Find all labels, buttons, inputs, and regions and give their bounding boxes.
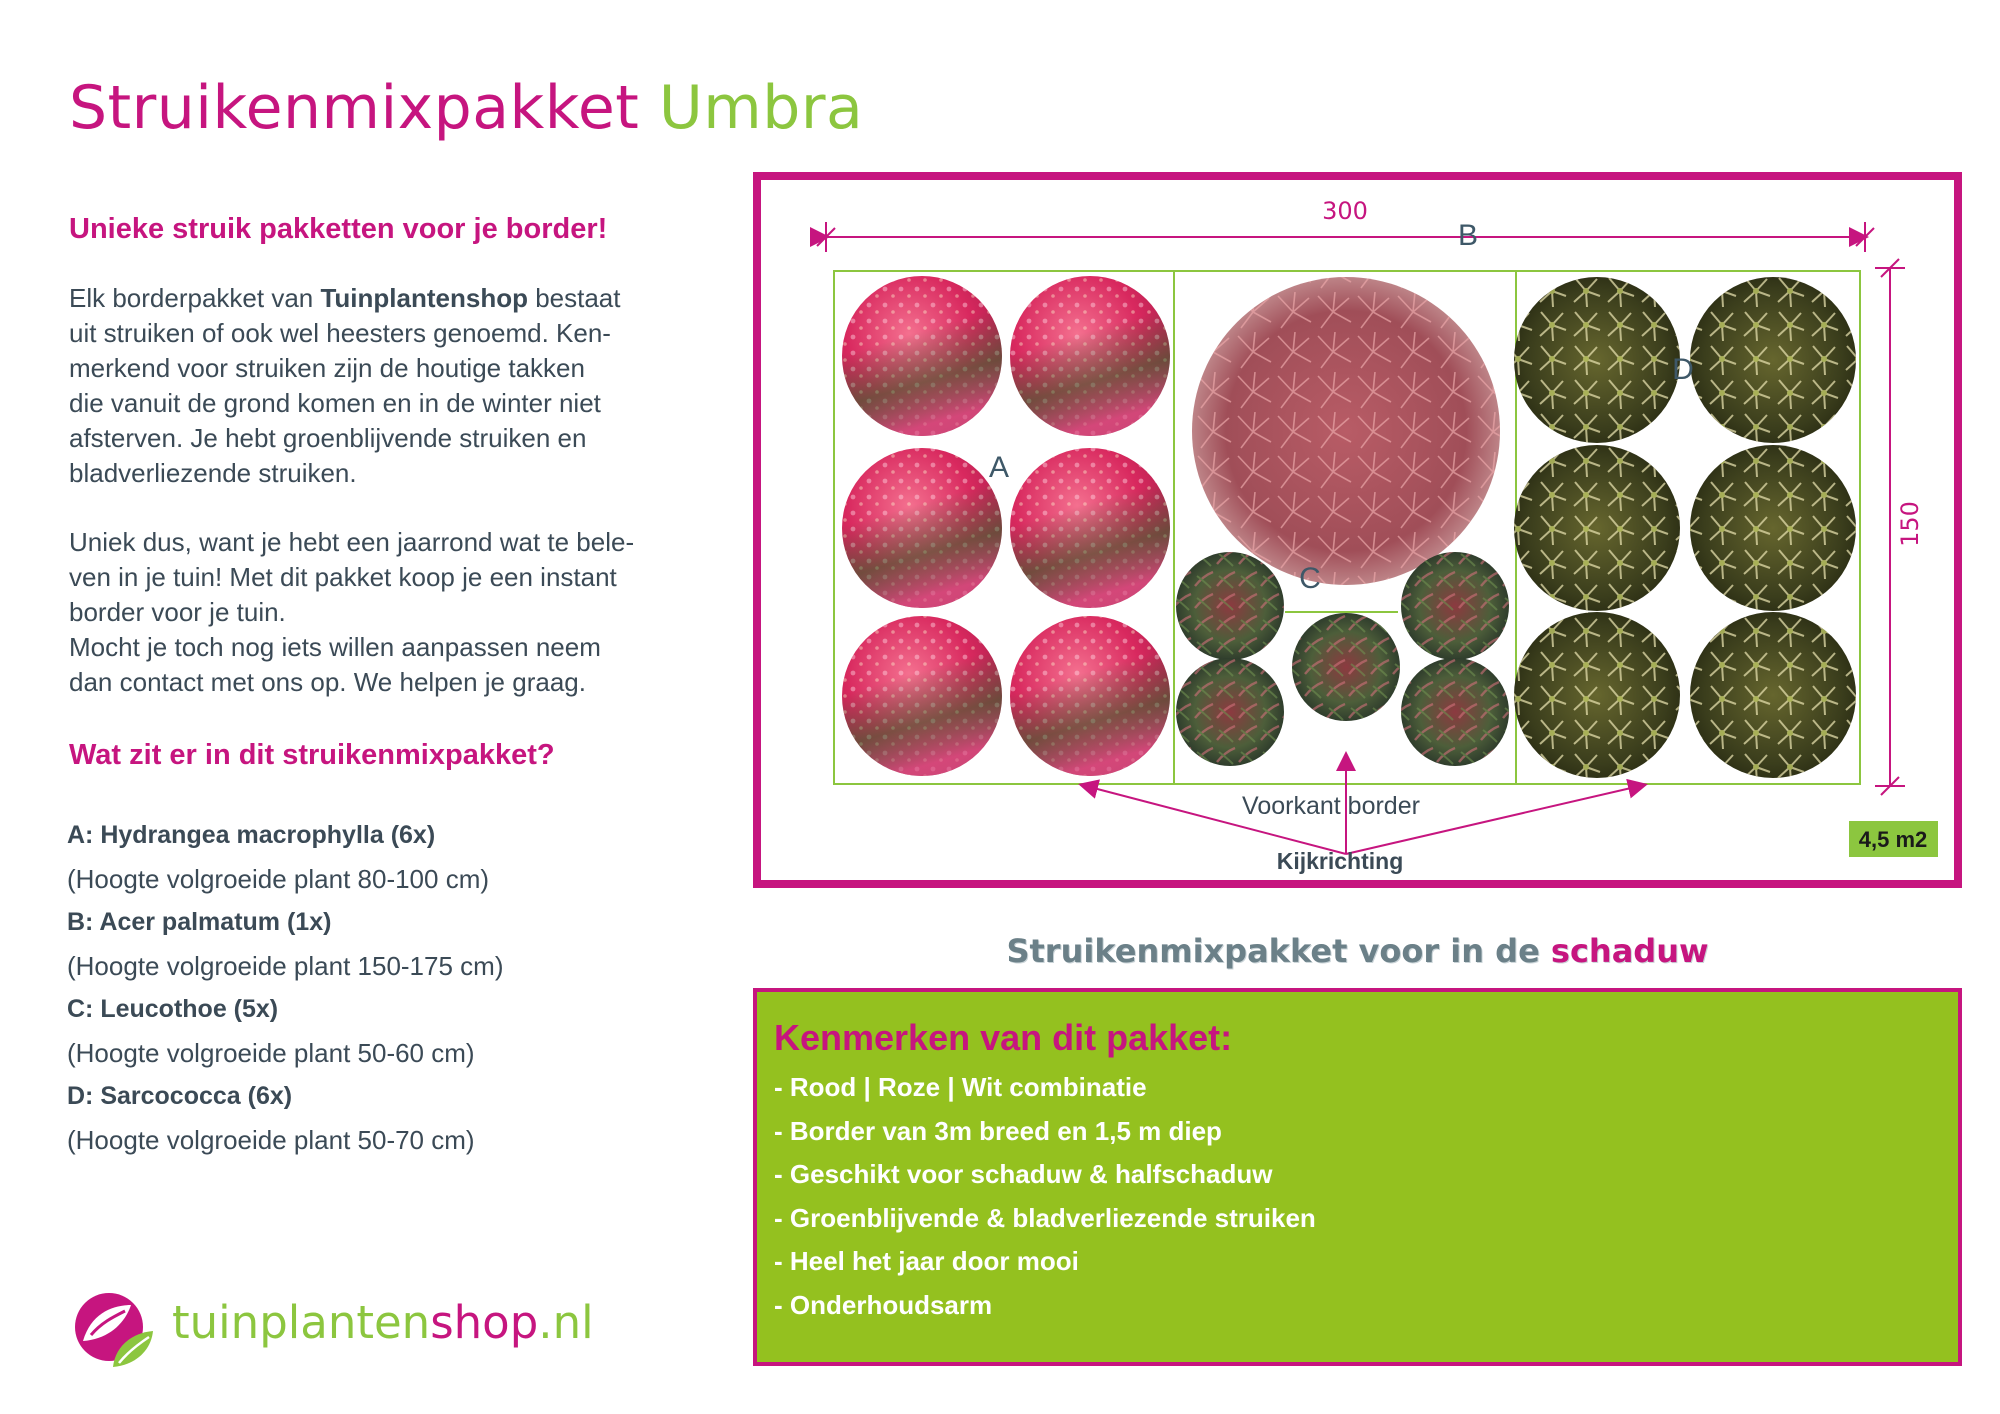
hydrangea-photo [1010, 616, 1170, 776]
paragraph-line: Uniek dus, want je hebt een jaarrond wat te bele- [69, 527, 635, 557]
feature-item: - Border van 3m breed en 1,5 m diep [774, 1115, 1222, 1146]
plant-name: A: Hydrangea macrophylla (6x) [67, 821, 436, 849]
paragraph-text: Elk borderpakket van [69, 283, 321, 313]
paragraph-line [69, 281, 620, 316]
intro-heading: Unieke struik pakketten voor je border! [69, 213, 608, 245]
logo-wordmark [172, 1296, 594, 1350]
paragraph-text: bestaat [527, 283, 621, 313]
plant-list [67, 814, 503, 1162]
logo-text-part-1: tuinplanten [172, 1296, 431, 1349]
feature-item: - Groenblijvende & bladverliezende struiken [774, 1202, 1316, 1233]
depth-label: 150 [1896, 501, 1924, 547]
plant-height: (Hoogte volgroeide plant 50-70 cm) [67, 1124, 475, 1155]
paragraph-line: ven in je tuin! Met dit pakket koop je een instant [69, 562, 617, 592]
brand-name: Tuinplantenshop [320, 283, 528, 313]
sarcococca-photo [1690, 445, 1856, 611]
area-label: 4,5 m2 [1858, 827, 1928, 852]
diagram-subtitle [753, 930, 1962, 972]
plant-height: (Hoogte volgroeide plant 80-100 cm) [67, 863, 490, 894]
width-label: 300 [1322, 197, 1368, 225]
leucothoe-photo [1176, 552, 1284, 660]
sarcococca-photo [1690, 277, 1856, 443]
contents-heading: Wat zit er in dit struikenmixpakket? [69, 739, 555, 771]
sarcococca-photo [1690, 612, 1856, 778]
front-label: Voorkant border [1242, 792, 1420, 820]
planting-diagram [753, 172, 1965, 890]
section-label-a: A [988, 451, 1010, 484]
paragraph-line: border voor je tuin. [69, 597, 286, 627]
plant-height: (Hoogte volgroeide plant 50-60 cm) [67, 1037, 475, 1068]
paragraph-line: Mocht je toch nog iets willen aanpassen neem [69, 632, 601, 662]
sarcococca-photo [1514, 445, 1680, 611]
hydrangea-photo [1010, 276, 1170, 436]
paragraph-line: dan contact met ons op. We helpen je graag. [69, 667, 586, 697]
plant-height: (Hoogte volgroeide plant 150-175 cm) [67, 950, 504, 981]
paragraph-line: bladverliezende struiken. [69, 458, 357, 488]
hydrangea-photo [1010, 448, 1170, 608]
features-heading-text: Kenmerken van dit pakket [774, 1017, 1221, 1058]
logo-text-part-2: shop [430, 1296, 539, 1349]
paragraph-line: afsterven. Je hebt groenblijvende struiken en [69, 423, 587, 453]
page-title-accent: Umbra [658, 73, 864, 143]
leucothoe-photo [1292, 613, 1400, 721]
paragraph-line: merkend voor struiken zijn de houtige takken [69, 353, 585, 383]
sarcococca-photo [1514, 612, 1680, 778]
subtitle-accent: schaduw [1550, 932, 1709, 970]
features-panel [753, 988, 1962, 1366]
sarcococca-photo [1514, 277, 1680, 443]
section-label-b: B [1457, 219, 1479, 252]
leucothoe-photo [1176, 658, 1284, 766]
features-list [774, 1066, 1316, 1327]
plant-name: D: Sarcococca (6x) [67, 1082, 293, 1110]
page-title [69, 70, 863, 146]
section-label-c: C [1299, 562, 1321, 595]
plant-name: C: Leucothoe (5x) [67, 995, 279, 1023]
page-title-main: Struikenmixpakket [69, 73, 640, 143]
leucothoe-photo [1401, 552, 1509, 660]
section-label-d: D [1672, 353, 1694, 386]
paragraph-line: uit struiken of ook wel heesters genoemd. Ken- [69, 318, 611, 348]
view-direction-label: Kijkrichting [1276, 848, 1404, 874]
intro-paragraph-2 [69, 525, 634, 700]
acer-photo [1192, 277, 1500, 585]
hydrangea-photo [842, 616, 1002, 776]
feature-item: - Geschikt voor schaduw & halfschaduw [774, 1159, 1273, 1189]
hydrangea-photo [842, 448, 1002, 608]
hydrangea-photo [842, 276, 1002, 436]
leaf-logo-icon [69, 1283, 155, 1369]
feature-item: - Heel het jaar door mooi [774, 1246, 1079, 1276]
leucothoe-photo [1401, 658, 1509, 766]
plant-name: B: Acer palmatum (1x) [67, 908, 332, 936]
intro-paragraph-1 [69, 281, 620, 491]
feature-item: - Rood | Roze | Wit combinatie [774, 1072, 1147, 1102]
feature-item: - Onderhoudsarm [774, 1289, 993, 1320]
paragraph-line: die vanuit de grond komen en in de winter niet [69, 388, 601, 418]
subtitle-main: Struikenmixpakket voor in de [1006, 932, 1551, 970]
logo-text-part-3: .nl [538, 1296, 594, 1349]
features-heading-colon: : [1220, 1017, 1233, 1058]
features-heading [774, 1016, 1232, 1060]
